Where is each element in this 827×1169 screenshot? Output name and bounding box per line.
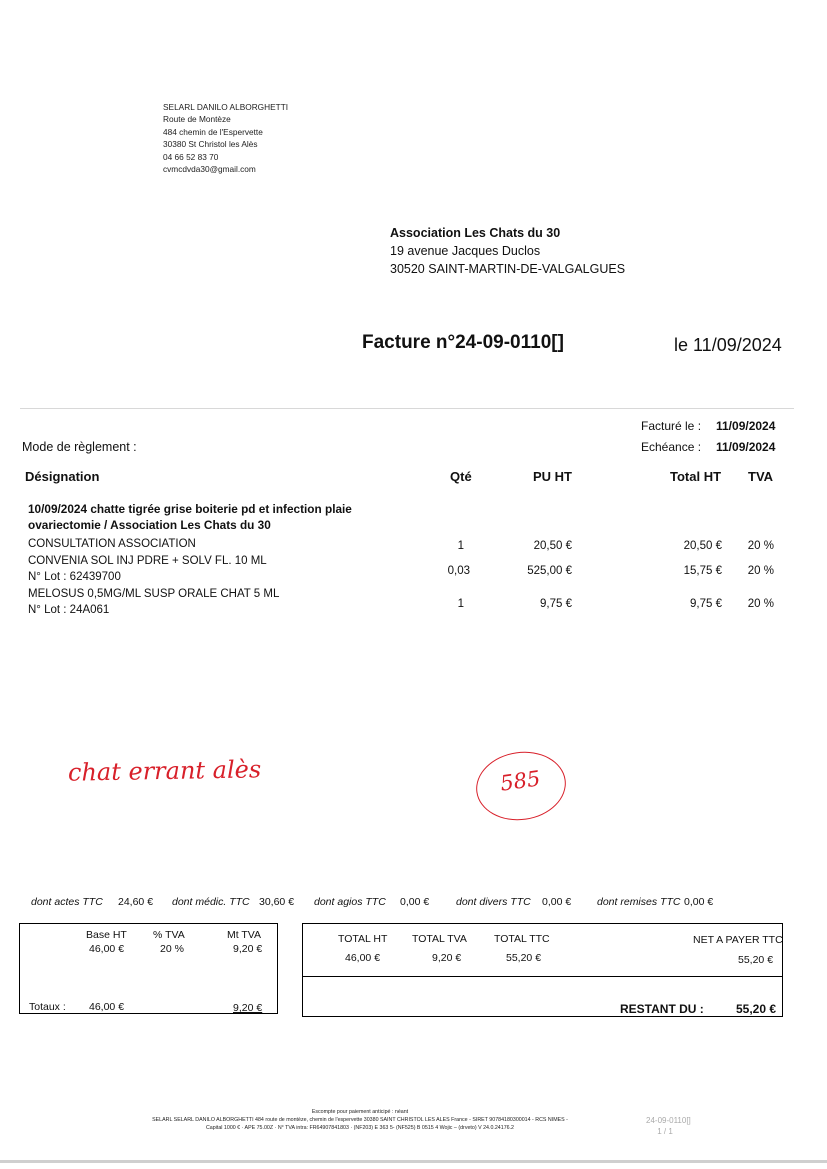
remises-label: dont remises TTC xyxy=(597,896,681,908)
total-ttc-label: TOTAL TTC xyxy=(494,933,550,945)
sender-phone: 04 66 52 83 70 xyxy=(163,151,219,162)
line-item-vat: 20 % xyxy=(747,598,774,610)
line-item-total: 9,75 € xyxy=(690,598,722,610)
footer-line1: Escompte pour paiement anticipé : néant xyxy=(311,1109,409,1115)
divers-label: dont divers TTC xyxy=(456,896,531,908)
remaining-value: 55,20 € xyxy=(736,1002,777,1016)
footer-page: 1 / 1 xyxy=(657,1127,673,1136)
line-item-lot: N° Lot : 62439700 xyxy=(28,571,121,583)
recipient-city: 30520 SAINT-MARTIN-DE-VALGALGUES xyxy=(390,262,626,276)
footer-reference xyxy=(646,1115,691,1137)
recipient-name: Association Les Chats du 30 xyxy=(390,226,561,240)
sender-line3: 30380 St Christol les Alès xyxy=(163,139,258,150)
line-item-total: 15,75 € xyxy=(683,565,722,577)
header-unit-price: PU HT xyxy=(533,469,572,484)
total-ttc-value: 55,20 € xyxy=(506,952,542,964)
medic-value: 30,60 € xyxy=(259,896,295,908)
line-item-vat: 20 % xyxy=(747,540,774,552)
footer-line2: SELARL SELARL DANILO ALBORGHETTI 484 route de montèze, chemin de l'espervette 30380 SAINT CHRISTOL LES ALES France - SIRET 90784180300014 - RCS NIMES - xyxy=(152,1117,568,1124)
remaining-label: RESTANT DU : xyxy=(620,1002,704,1016)
circled-number-text: 585 xyxy=(498,766,542,796)
divers-value: 0,00 € xyxy=(542,896,572,908)
header-total: Total HT xyxy=(670,469,722,484)
sender-line2: 484 chemin de l'Espervette xyxy=(163,126,263,137)
invoice-date: le 11/09/2024 xyxy=(674,335,782,355)
recipient-street: 19 avenue Jacques Duclos xyxy=(390,244,541,258)
line-item-qty: 1 xyxy=(457,540,464,552)
medic-label: dont médic. TTC xyxy=(172,896,250,908)
invoiced-date: 11/09/2024 xyxy=(716,419,776,433)
header-qty: Qté xyxy=(450,469,472,484)
line-item-lot: N° Lot : 24A061 xyxy=(28,604,110,616)
invoice-meta xyxy=(641,416,775,458)
payment-mode: Mode de règlement : xyxy=(22,440,137,454)
sender-name: SELARL DANILO ALBORGHETTI xyxy=(163,102,289,112)
sender-line1: Route de Montèze xyxy=(163,114,231,125)
line-description: 10/09/2024 chatte tigrée grise boiterie pd et infection plaie ovariectomie / Association Les Chats du 30 xyxy=(28,502,352,532)
agios-value: 0,00 € xyxy=(400,896,430,908)
footer-ref: 24-09-0110[] xyxy=(646,1116,691,1125)
total-tva-value: 9,20 € xyxy=(432,952,462,964)
totals-divider xyxy=(303,976,782,977)
rate-label: % TVA xyxy=(153,929,185,941)
invoice-title: Facture n°24-09-0110[] xyxy=(362,332,564,353)
divider xyxy=(20,408,794,409)
due-label: Echéance : xyxy=(641,440,702,454)
recipient-block xyxy=(390,224,625,278)
line-item-unit: 525,00 € xyxy=(527,565,572,577)
invoiced-label: Facturé le : xyxy=(641,419,702,433)
base-label: Base HT xyxy=(86,929,127,941)
header-designation: Désignation xyxy=(25,469,100,484)
due-date: 11/09/2024 xyxy=(716,440,776,454)
total-ht-label: TOTAL HT xyxy=(338,933,388,945)
line-item-qty: 1 xyxy=(457,598,464,610)
actes-value: 24,60 € xyxy=(118,896,154,908)
line-item-label: CONVENIA SOL INJ PDRE + SOLV FL. 10 ML xyxy=(28,555,267,567)
base-value: 46,00 € xyxy=(89,943,125,955)
scan-edge xyxy=(0,1160,827,1163)
line-item-qty: 0,03 xyxy=(447,565,470,577)
amount-label: Mt TVA xyxy=(227,929,262,941)
sender-email: cvmcdvda30@gmail.com xyxy=(163,164,256,175)
net-value: 55,20 € xyxy=(738,954,774,966)
handwritten-note: chat errant alès xyxy=(67,755,262,787)
line-item-label: MELOSUS 0,5MG/ML SUSP ORALE CHAT 5 ML xyxy=(28,588,280,600)
header-vat: TVA xyxy=(748,469,774,484)
totals-label: Totaux : xyxy=(29,1001,66,1013)
remises-value: 0,00 € xyxy=(684,896,714,908)
line-item-unit: 9,75 € xyxy=(540,598,572,610)
totals-base: 46,00 € xyxy=(89,1001,125,1013)
rate-value: 20 % xyxy=(160,943,184,955)
net-label: NET A PAYER TTC xyxy=(693,934,783,946)
amount-value: 9,20 € xyxy=(233,943,263,955)
circled-number xyxy=(472,746,571,826)
totals-amount: 9,20 € xyxy=(233,1002,263,1014)
total-tva-label: TOTAL TVA xyxy=(412,933,467,945)
line-item-vat: 20 % xyxy=(747,565,774,577)
footer-line3: Capital 1000 € · APE 75.00Z · N° TVA intra: FR64907841803 · (NF203) E 363 5- (NF525) B 0515 4 Wojic – (drveto) V 24.0.24176.2 xyxy=(205,1125,515,1132)
sender-block xyxy=(163,101,288,175)
line-item-unit: 20,50 € xyxy=(533,540,572,552)
agios-label: dont agios TTC xyxy=(314,896,386,908)
line-item-label: CONSULTATION ASSOCIATION xyxy=(28,538,196,550)
line-item-total: 20,50 € xyxy=(683,540,722,552)
actes-label: dont actes TTC xyxy=(31,896,103,908)
footer xyxy=(0,1108,720,1133)
total-ht-value: 46,00 € xyxy=(345,952,381,964)
